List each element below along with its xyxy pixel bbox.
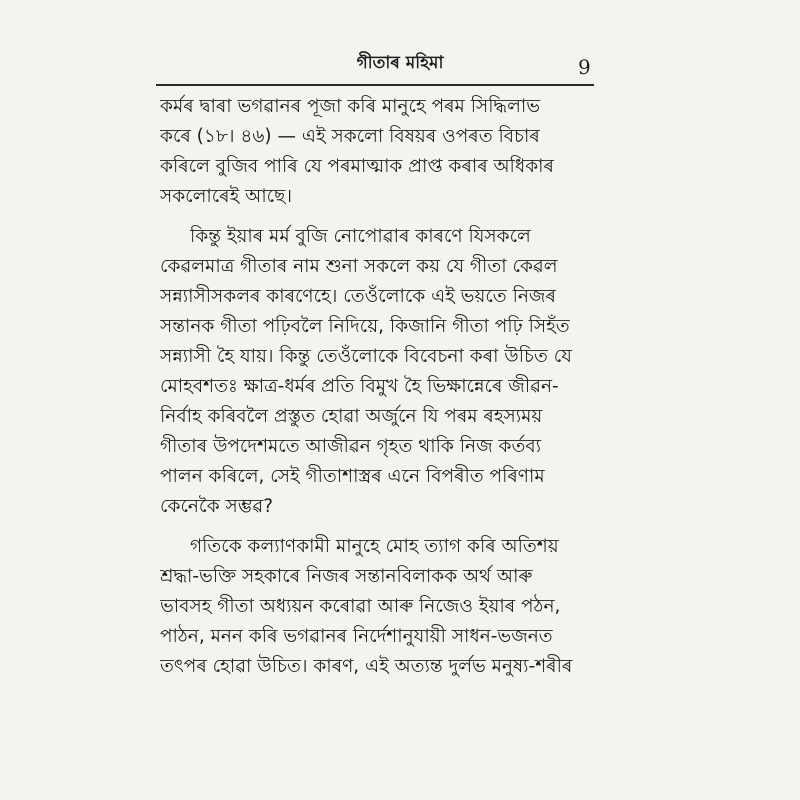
text-line: কেনেকৈ সম্ভৱ? bbox=[160, 496, 274, 517]
text-line: কৰ্মৰ দ্বাৰা ভগৱানৰ পূজা কৰি মানুহে পৰম সিদ্ধিলাভ bbox=[160, 96, 541, 117]
text-line: গতিকে কল্যাণকামী মানুহে মোহ ত্যাগ কৰি অতিশয় bbox=[190, 536, 559, 557]
text-line: মোহবশতঃ ক্ষাত্ৰ-ধৰ্মৰ প্ৰতি বিমুখ হৈ ভিক্ষান্নেৰে জীৱন- bbox=[160, 376, 559, 397]
paragraph-2 bbox=[160, 222, 592, 522]
header-rule bbox=[156, 84, 594, 86]
page-body bbox=[160, 92, 592, 682]
text-line: কৰিলে বুজিব পাৰি যে পৰমাত্মাক প্ৰাপ্ত কৰাৰ অধিকাৰ bbox=[160, 156, 554, 177]
text-line: পালন কৰিলে, সেই গীতাশাস্ত্ৰৰ এনে বিপৰীত পৰিণাম bbox=[160, 466, 545, 487]
paragraph-gap bbox=[160, 212, 592, 222]
text-line: ভাবসহ গীতা অধ্যয়ন কৰোৱা আৰু নিজেও ইয়াৰ পঠন, bbox=[160, 596, 561, 617]
paragraph-gap bbox=[160, 522, 592, 532]
text-line: কৰে (১৮। ৪৬) — এই সকলো বিষয়ৰ ওপৰত বিচাৰ bbox=[160, 126, 540, 147]
text-line: কেৱলমাত্ৰ গীতাৰ নাম শুনা সকলে কয় যে গীতা কেৱল bbox=[160, 256, 558, 277]
text-line: সন্তানক গীতা পঢ়িবলৈ নিদিয়ে, কিজানি গীতা পঢ়ি সিহঁত bbox=[160, 316, 570, 337]
text-line: গীতাৰ উপদেশমতে আজীৱন গৃহত থাকি নিজ কৰ্তব্য bbox=[160, 436, 541, 457]
paragraph-3 bbox=[160, 532, 592, 682]
text-line: পাঠন, মনন কৰি ভগৱানৰ নিৰ্দেশানুযায়ী সাধন-ভজনত bbox=[160, 626, 553, 647]
text-line: সন্ন্যাসীসকলৰ কাৰণেহে। তেওঁলোকে এই ভয়তে নিজৰ bbox=[160, 286, 556, 307]
text-line: সন্ন্যাসী হৈ যায়। কিন্তু তেওঁলোকে বিবেচনা কৰা উচিত যে bbox=[160, 346, 572, 367]
text-line: শ্ৰদ্ধা-ভক্তি সহকাৰে নিজৰ সন্তানবিলাকক অৰ্থ আৰু bbox=[160, 566, 533, 587]
text-line: কিন্তু ইয়াৰ মৰ্ম বুজি নোপোৱাৰ কাৰণে যিসকলে bbox=[190, 226, 531, 247]
text-line: তৎপৰ হোৱা উচিত। কাৰণ, এই অত্যন্ত দুৰ্লভ মনুষ্য-শৰীৰ bbox=[160, 656, 573, 677]
text-line: সকলোৰেই আছে। bbox=[160, 186, 292, 207]
paragraph-1 bbox=[160, 92, 592, 212]
page-number: 9 bbox=[578, 55, 591, 79]
text-line: নিৰ্বাহ কৰিবলৈ প্ৰস্তুত হোৱা অৰ্জুনে যি পৰম ৰহস্যময় bbox=[160, 406, 543, 427]
running-header-title: গীতাৰ মহিমা bbox=[356, 53, 444, 73]
